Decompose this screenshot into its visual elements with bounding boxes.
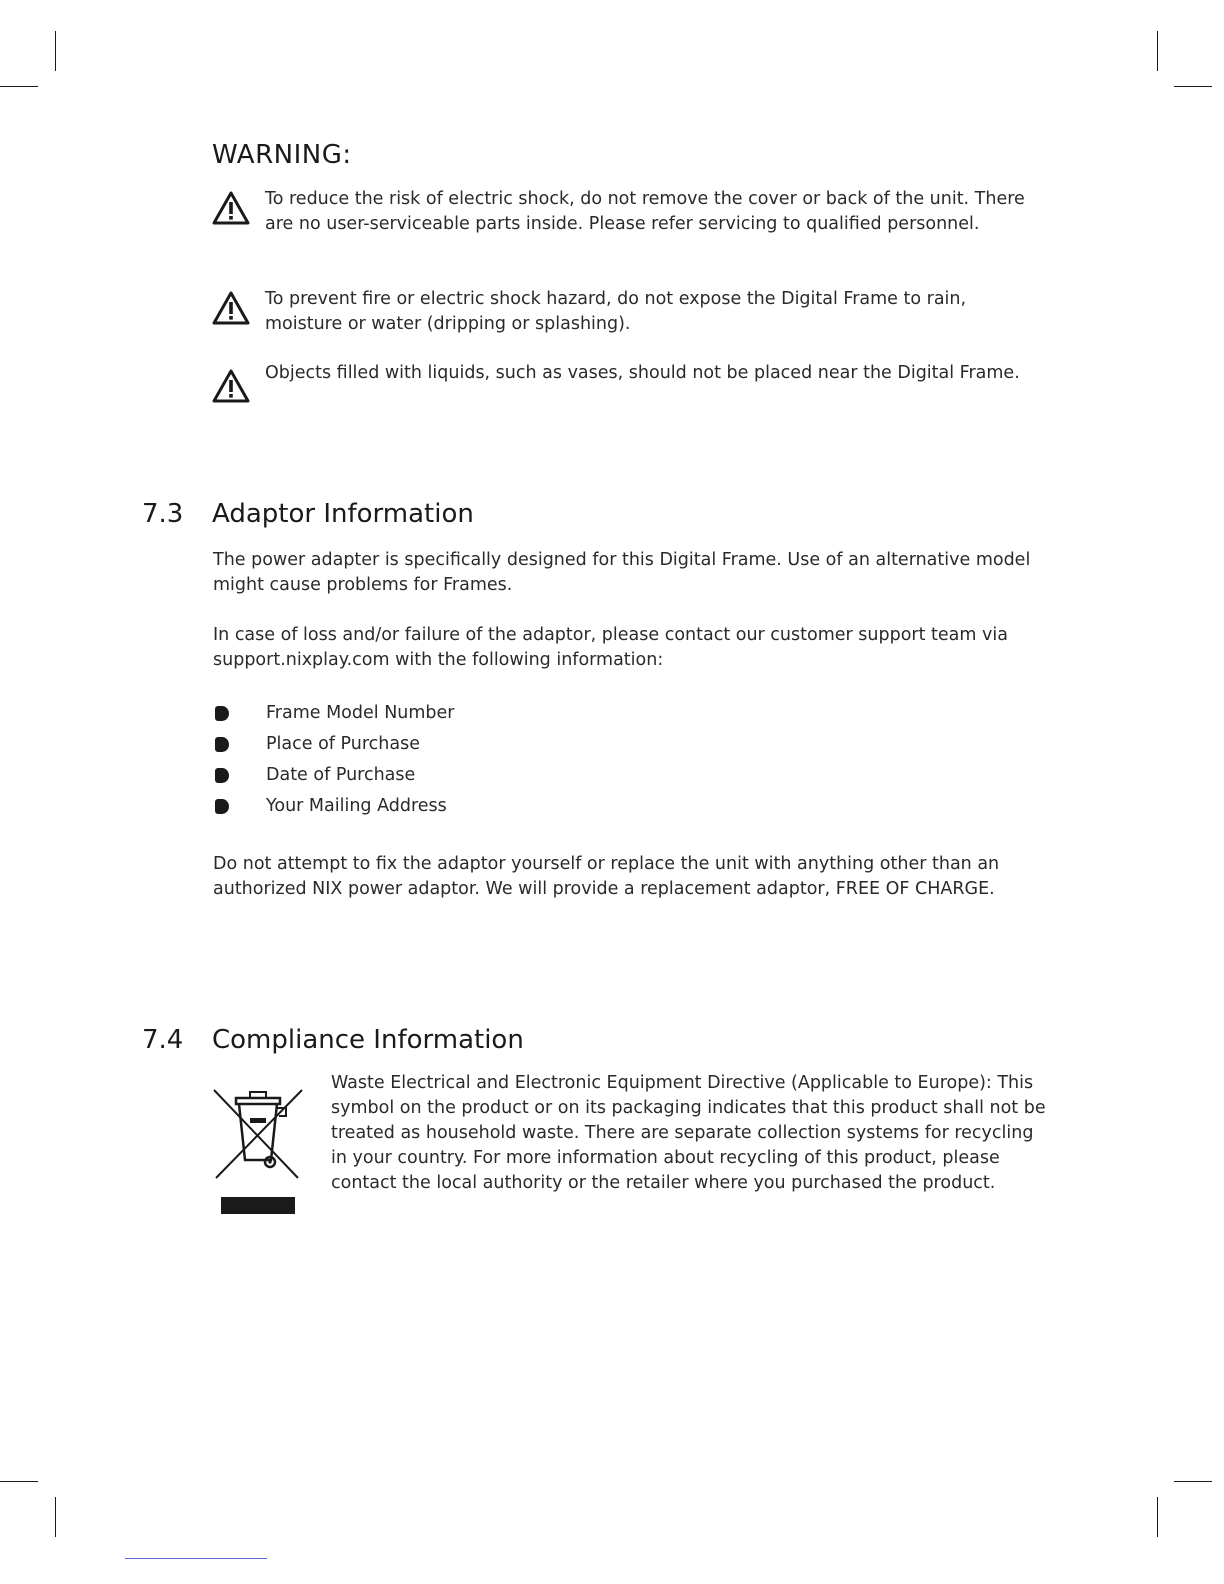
crop-mark-top-right-v xyxy=(1157,31,1158,71)
warning-text: To reduce the risk of electric shock, do not remove the cover or back of the unit. There are no user-serviceable parts inside. Please refer servicing to qualified personnel. xyxy=(265,189,1025,234)
crop-mark-top-right-h xyxy=(1174,86,1212,87)
adaptor-paragraph-1: The power adapter is specifically designed for this Digital Frame. Use of an alternative model might cause problems for Frames. xyxy=(213,550,1031,595)
section-number-adaptor: 7.3 xyxy=(142,499,184,529)
warning-text: Objects filled with liquids, such as vases, should not be placed near the Digital Frame. xyxy=(265,363,1020,383)
footer-link-line xyxy=(125,1558,267,1559)
crop-mark-bottom-right-h xyxy=(1174,1481,1212,1482)
warning-text: To prevent fire or electric shock hazard, do not expose the Digital Frame to rain, moisture or water (dripping or splashing). xyxy=(265,289,967,334)
list-item-text: Place of Purchase xyxy=(266,734,420,754)
bullet-icon xyxy=(215,799,229,814)
list-item-text: Frame Model Number xyxy=(266,703,455,723)
bullet-icon xyxy=(215,706,229,721)
bullet-icon xyxy=(215,737,229,752)
warning-title: WARNING: xyxy=(212,140,352,170)
bullet-icon xyxy=(215,768,229,783)
warning-triangle-icon xyxy=(212,368,250,404)
crop-mark-top-left-h xyxy=(0,86,38,87)
weee-crossed-bin-icon xyxy=(210,1086,306,1216)
adaptor-paragraph-2: In case of loss and/or failure of the adaptor, please contact our customer support team via support.nixplay.com with the following information: xyxy=(213,625,1008,670)
warning-triangle-icon xyxy=(212,290,250,326)
section-number-compliance: 7.4 xyxy=(142,1025,184,1055)
section-title-compliance: Compliance Information xyxy=(212,1025,524,1055)
list-item-text: Date of Purchase xyxy=(266,765,416,785)
weee-directive-text: Waste Electrical and Electronic Equipment Directive (Applicable to Europe): This symbol on the product or on its packaging indicates that this product shall not be treated as household waste. There are separate collection systems for recycling in your country. For more information about recycling of this product, please contact the local authority or the retailer where you purchased the product. xyxy=(331,1073,1046,1193)
crop-mark-bottom-right-v xyxy=(1157,1497,1158,1537)
warning-triangle-icon xyxy=(212,190,250,226)
crop-mark-bottom-left-v xyxy=(55,1497,56,1537)
crop-mark-top-left-v xyxy=(55,31,56,71)
adaptor-paragraph-3: Do not attempt to fix the adaptor yourself or replace the unit with anything other than an authorized NIX power adaptor. We will provide a replacement adaptor, FREE OF CHARGE. xyxy=(213,854,1000,899)
list-item-text: Your Mailing Address xyxy=(266,796,447,816)
section-title-adaptor: Adaptor Information xyxy=(212,499,474,529)
crop-mark-bottom-left-h xyxy=(0,1481,38,1482)
